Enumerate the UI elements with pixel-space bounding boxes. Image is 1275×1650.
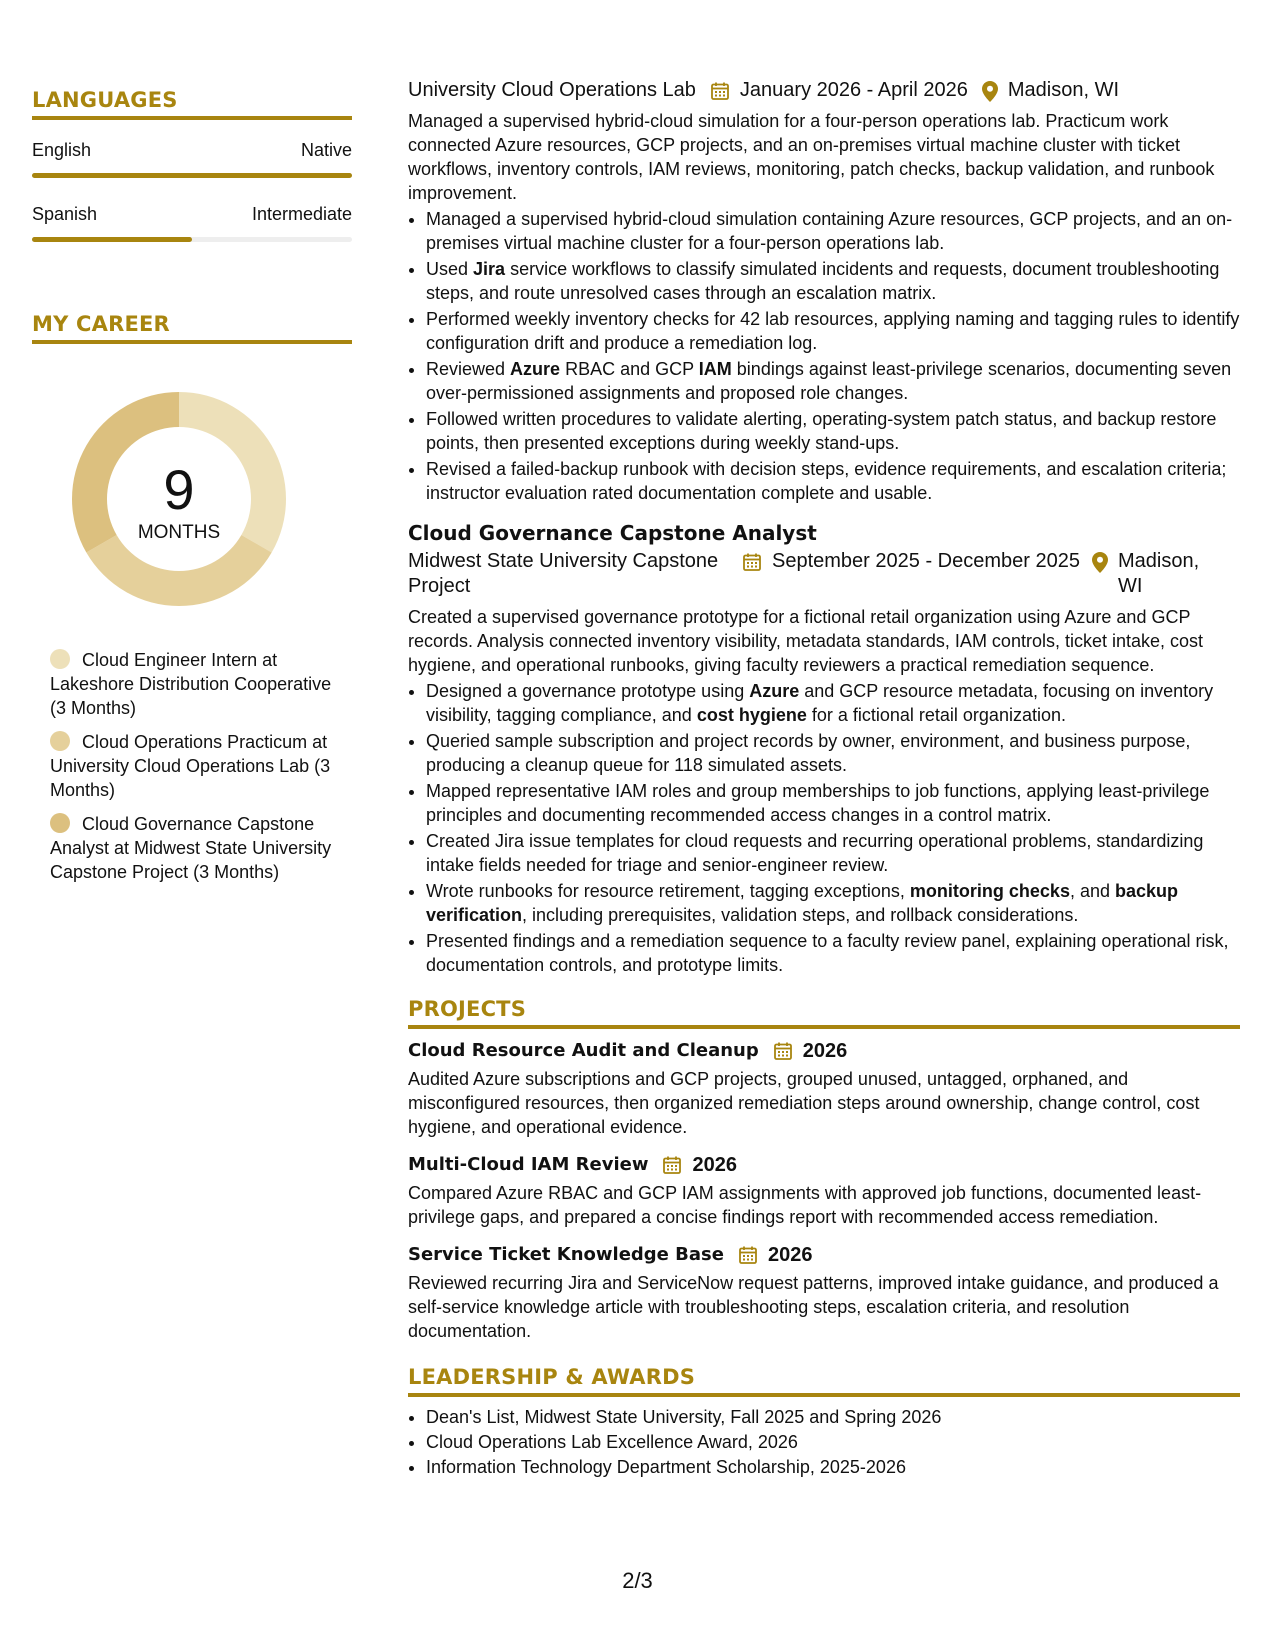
job-dates-text: January 2026 - April 2026 [739,79,968,101]
legend-dot [50,731,70,751]
legend-text: Cloud Governance Capstone Analyst at Midwest State University Capstone Project (3 Months) [50,814,332,882]
job-location [982,78,1119,103]
legend-dot [50,649,70,669]
job-location-text: Madison, WI [1117,550,1200,597]
job-dates [742,549,1080,574]
job-meta [408,78,1240,103]
project-description: Audited Azure subscriptions and GCP projects, grouped unused, untagged, orphaned, and misconfigured resources, then organized remediation steps around ownership, change control, cost hygiene, and operational evidence. [408,1069,1200,1137]
job-bullet: • Designed a governance prototype using Azure and GCP resource metadata, focusing on inventory visibility, tagging compliance, and cost hygiene for a fictional retail organization. [426,679,1240,727]
job-dates [710,78,968,103]
language-proficiency-fill [32,173,352,178]
job-bullet: • Presented findings and a remediation sequence to a faculty review panel, explaining operational risk, documentation controls, and prototype limits. [426,929,1240,977]
sidebar [32,88,352,894]
job-bullet: • Created Jira issue templates for cloud requests and recurring operational problems, standardizing intake fields needed for triage and senior-engineer review. [426,829,1240,877]
project-year: 2026 [767,1244,813,1266]
project-description: Reviewed recurring Jira and ServiceNow request patterns, improved intake guidance, and produced a self-service knowledge article with troubleshooting steps, escalation criteria, and resolution documentation. [408,1273,1219,1341]
project-year: 2026 [802,1040,848,1062]
calendar-icon [738,1245,758,1265]
job-summary: Created a supervised governance prototype for a fictional retail organization using Azure and GCP records. Analysis connected inventory visibility, metadata standards, IAM controls, ticket intake, cost hygiene, and operational runbooks, giving faculty reviewers a practical remediation sequence. [408,607,1204,675]
project-item [408,1153,1240,1229]
project-item [408,1039,1240,1139]
job-location [1092,549,1214,599]
job-bullet: • Reviewed Azure RBAC and GCP IAM bindings against least-privilege scenarios, documenting seven over-permissioned assignments and proposed role changes. [426,357,1240,405]
job-bullet: • Wrote runbooks for resource retirement, tagging exceptions, monitoring checks, and backup verification, including prerequisites, validation steps, and rollback considerations. [426,879,1240,927]
career-total: 9 [163,458,195,521]
career-legend [50,648,340,884]
career-legend-item [50,648,340,720]
career-heading: MY CAREER [32,312,352,344]
project-item [408,1243,1240,1343]
job-bullet: • Revised a failed-backup runbook with decision steps, evidence requirements, and escalation criteria; instructor evaluation rated documentation complete and usable. [426,457,1240,505]
legend-text: Cloud Operations Practicum at University Cloud Operations Lab (3 Months) [50,732,331,800]
calendar-icon [710,81,730,101]
job-dates-text: September 2025 - December 2025 [772,550,1080,572]
language-proficiency-fill [32,237,192,242]
career-legend-item [50,730,340,802]
language-proficiency-bar [32,173,352,178]
job-meta [408,549,1240,599]
project-name: Service Ticket Knowledge Base [408,1244,724,1265]
job-bullet: • Used Jira service workflows to classify simulated incidents and requests, document troubleshooting steps, and route unresolved cases through an escalation matrix. [426,257,1240,305]
language-english [32,140,352,178]
job-bullet: • Managed a supervised hybrid-cloud simulation containing Azure resources, GCP projects, and an on-premises virtual machine cluster for a four-person operations lab. [426,207,1240,255]
calendar-icon [773,1041,793,1061]
language-name: English [32,140,92,160]
award-item: • Dean's List, Midwest State University, Fall 2025 and Spring 2026 [426,1405,1240,1429]
projects-heading: PROJECTS [408,997,1240,1029]
awards-list [408,1405,1240,1479]
project-description: Compared Azure RBAC and GCP IAM assignments with approved job functions, documented least-privilege gaps, and prepared a concise findings report with recommended access remediation. [408,1183,1202,1227]
job-bullet: • Followed written procedures to validate alerting, operating-system patch status, and backup restore points, then presented exceptions during weekly stand-ups. [426,407,1240,455]
job-bullets [408,679,1240,977]
page-number: 2/3 [622,1568,653,1593]
legend-dot [50,813,70,833]
award-item: • Information Technology Department Scholarship, 2025-2026 [426,1455,1240,1479]
job-location-text: Madison, WI [1007,79,1120,101]
location-pin-icon [982,81,998,102]
job-bullets [408,207,1240,505]
project-name: Cloud Resource Audit and Cleanup [408,1040,759,1061]
project-name: Multi-Cloud IAM Review [408,1154,649,1175]
language-proficiency-bar [32,237,352,242]
main-content [408,78,1240,1480]
language-level: Native [300,140,352,160]
project-year: 2026 [692,1154,737,1176]
calendar-icon [662,1155,682,1175]
awards-heading: LEADERSHIP & AWARDS [408,1365,1240,1397]
language-spanish [32,204,352,242]
job-organization: Midwest State University Capstone Project [408,550,719,597]
calendar-icon [742,552,762,572]
location-pin-icon [1092,552,1108,573]
job-organization: University Cloud Operations Lab [408,79,696,101]
job-title: Cloud Governance Capstone Analyst [408,521,817,545]
job-summary: Managed a supervised hybrid-cloud simulation for a four-person operations lab. Practicum work connected Azure resources, GCP projects, and an on-premises virtual machine cluster with ticket workflows, inventory controls, IAM reviews, monitoring, patch checks, backup validation, and runbook improvement. [408,111,1215,203]
languages-heading: LANGUAGES [32,88,352,120]
projects-list [408,1039,1240,1343]
job-bullet: • Performed weekly inventory checks for 42 lab resources, applying naming and tagging rules to identify configuration drift and produce a remediation log. [426,307,1240,355]
language-level: Intermediate [251,204,352,224]
language-name: Spanish [32,204,98,224]
career-legend-item [50,812,340,884]
award-item: • Cloud Operations Lab Excellence Award, 2026 [426,1430,1240,1454]
legend-text: Cloud Engineer Intern at Lakeshore Distribution Cooperative (3 Months) [50,650,332,718]
job-bullet: • Mapped representative IAM roles and group memberships to job functions, applying least-privilege principles and documenting recommended access changes in a control matrix. [426,779,1240,827]
career-unit: MONTHS [137,522,221,543]
job-bullet: • Queried sample subscription and project records by owner, environment, and business purpose, producing a cleanup queue for 118 simulated assets. [426,729,1240,777]
career-donut-chart [66,386,292,612]
